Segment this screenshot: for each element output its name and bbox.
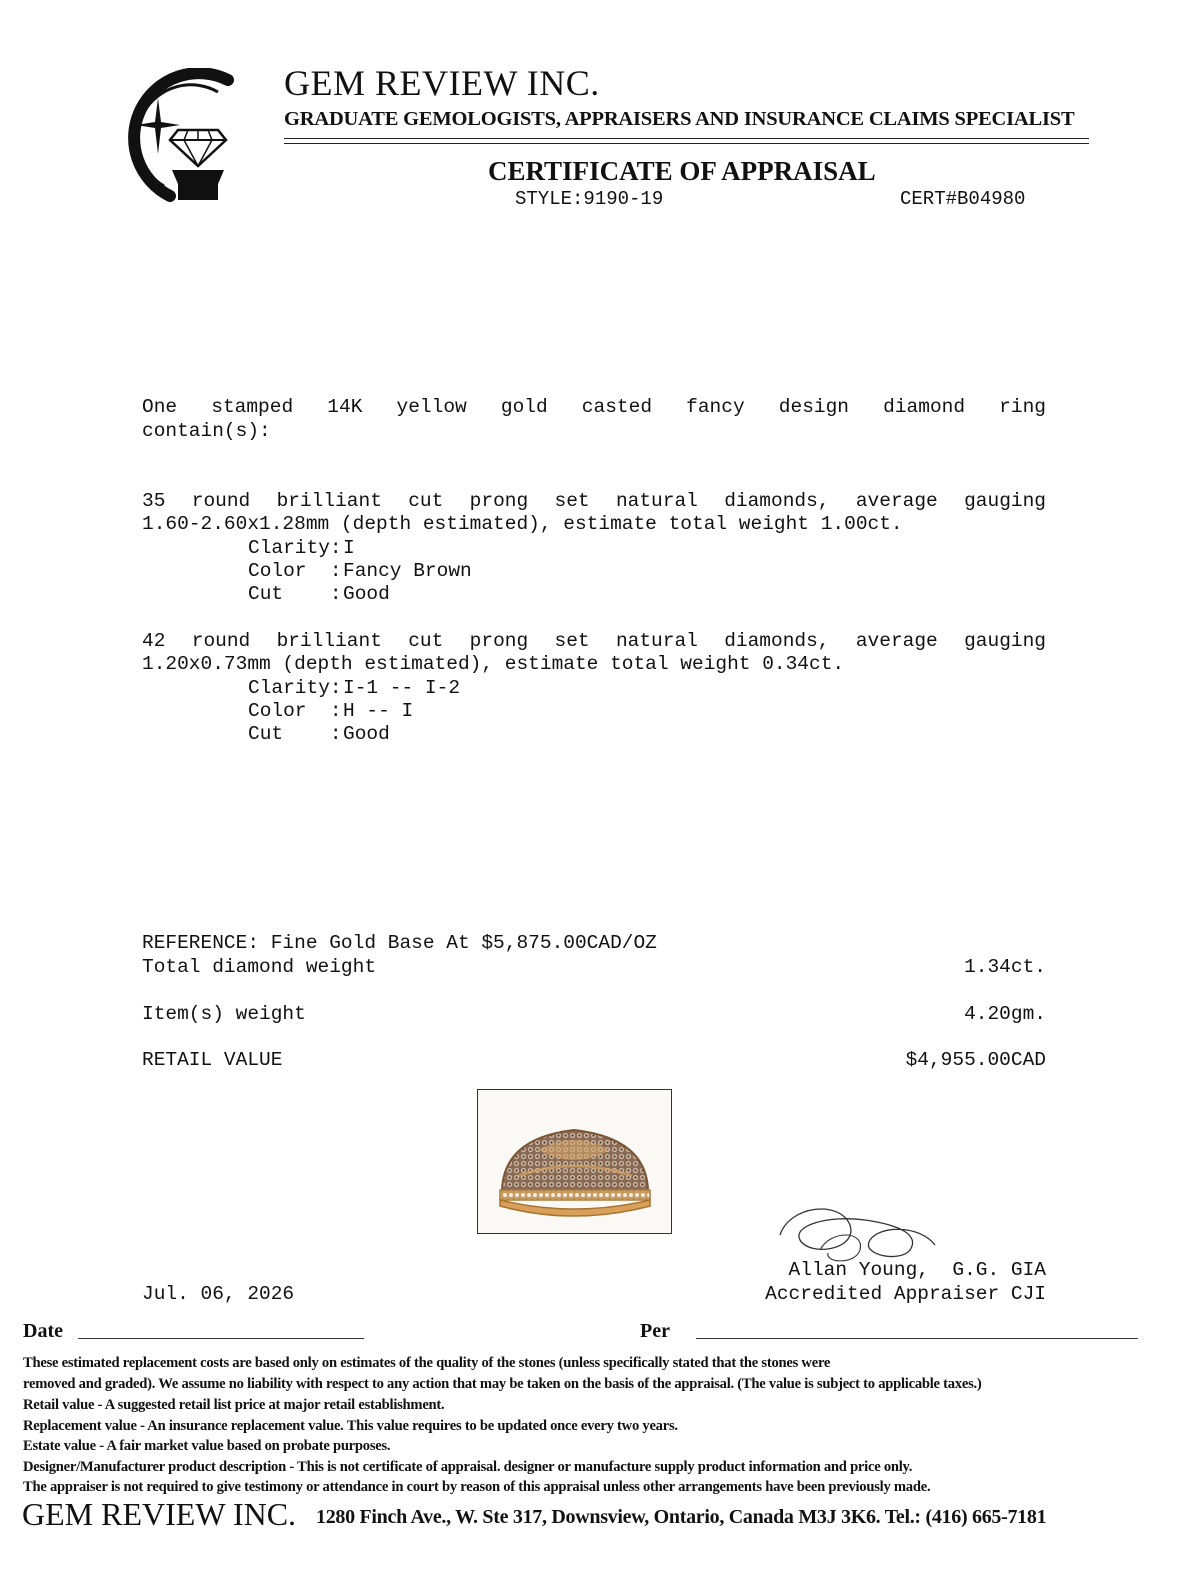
header-rule-bottom	[284, 143, 1089, 144]
spec-value: I	[343, 537, 355, 559]
spec-label: Color :	[248, 560, 342, 582]
appraiser-title: Accredited Appraiser CJI	[765, 1283, 1046, 1305]
company-logo	[100, 68, 235, 203]
total-diamond-weight-value: 1.34ct.	[964, 956, 1046, 978]
spec-value: H -- I	[343, 700, 414, 722]
gold-reference: REFERENCE: Fine Gold Base At $5,875.00CAD/OZ	[142, 932, 657, 954]
retail-value-amount: $4,955.00CAD	[905, 1049, 1046, 1071]
company-name: GEM REVIEW INC.	[284, 63, 600, 103]
item-description-line-2: contain(s):	[142, 420, 271, 442]
item-weight-value: 4.20gm.	[964, 1003, 1046, 1025]
spec-label: Color :	[248, 700, 342, 722]
disclaimer-line-3: Retail value - A suggested retail list price at major retail establishment.	[23, 1397, 445, 1413]
spec-label: Clarity:	[248, 677, 342, 699]
disclaimer-line-6: Designer/Manufacturer product description - This is not certificate of appraisal. designer or manufacture supply product information and price only.	[23, 1459, 913, 1475]
spec-label: Cut :	[248, 583, 342, 605]
item-description-line-1: One stamped 14K yellow gold casted fancy design diamond ring	[142, 396, 1046, 418]
stone-group-1-cut	[248, 583, 390, 605]
spec-value: Good	[343, 583, 390, 605]
ring-image	[478, 1090, 671, 1233]
stone-group-2-color	[248, 700, 413, 722]
item-weight-label: Item(s) weight	[142, 1003, 306, 1025]
per-line	[696, 1338, 1138, 1339]
retail-value-label: RETAIL VALUE	[142, 1049, 283, 1071]
spec-label: Cut :	[248, 723, 342, 745]
company-tagline: GRADUATE GEMOLOGISTS, APPRAISERS AND INSURANCE CLAIMS SPECIALIST	[284, 108, 1075, 130]
date-label: Date	[23, 1320, 63, 1342]
diamond-icon	[170, 130, 226, 166]
date-line	[78, 1338, 364, 1339]
stone-group-1-clarity	[248, 537, 355, 559]
stone-group-2-line-2: 1.20x0.73mm (depth estimated), estimate total weight 0.34ct.	[142, 653, 845, 675]
per-label: Per	[640, 1320, 670, 1342]
certificate-number: CERT#B04980	[900, 188, 1026, 210]
footer-company-name: GEM REVIEW INC.	[22, 1496, 297, 1532]
disclaimer-line-7: The appraiser is not required to give testimony or attendance in court by reason of this appraisal unless other arrangements have been previously made.	[23, 1479, 931, 1495]
spec-value: I-1 -- I-2	[343, 677, 461, 699]
appraiser-name: Allan Young, G.G. GIA	[788, 1259, 1046, 1281]
header-rule-top	[284, 138, 1089, 139]
footer-address: 1280 Finch Ave., W. Ste 317, Downsview, Ontario, Canada M3J 3K6. Tel.: (416) 665-7181	[316, 1506, 1047, 1528]
stone-group-1-line-1: 35 round brilliant cut prong set natural diamonds, average gauging	[142, 490, 1046, 512]
stone-group-2-line-1: 42 round brilliant cut prong set natural diamonds, average gauging	[142, 630, 1046, 652]
appraisal-date: Jul. 06, 2026	[142, 1283, 295, 1305]
stone-group-1-line-2: 1.60-2.60x1.28mm (depth estimated), estimate total weight 1.00ct.	[142, 513, 903, 535]
spec-label: Clarity:	[248, 537, 342, 559]
total-diamond-weight-label: Total diamond weight	[142, 956, 377, 978]
style-number: STYLE:9190-19	[515, 188, 664, 210]
spec-value: Good	[343, 723, 390, 745]
spec-value: Fancy Brown	[343, 560, 472, 582]
stone-group-2-cut	[248, 723, 390, 745]
certificate-title: CERTIFICATE OF APPRAISAL	[488, 156, 876, 186]
disclaimer-line-1: These estimated replacement costs are based only on estimates of the quality of the stones (unless specifically stated that the stones were	[23, 1355, 831, 1371]
disclaimer-line-5: Estate value - A fair market value based on probate purposes.	[23, 1438, 391, 1454]
ring-photo	[477, 1089, 672, 1234]
stone-group-1-color	[248, 560, 472, 582]
stone-group-2-clarity	[248, 677, 460, 699]
disclaimer-line-4: Replacement value - An insurance replacement value. This value requires to be updated once every two years.	[23, 1418, 678, 1434]
disclaimer-line-2: removed and graded). We assume no liability with respect to any action that may be taken on the basis of the appraisal. (The value is subject to applicable taxes.)	[23, 1376, 982, 1392]
